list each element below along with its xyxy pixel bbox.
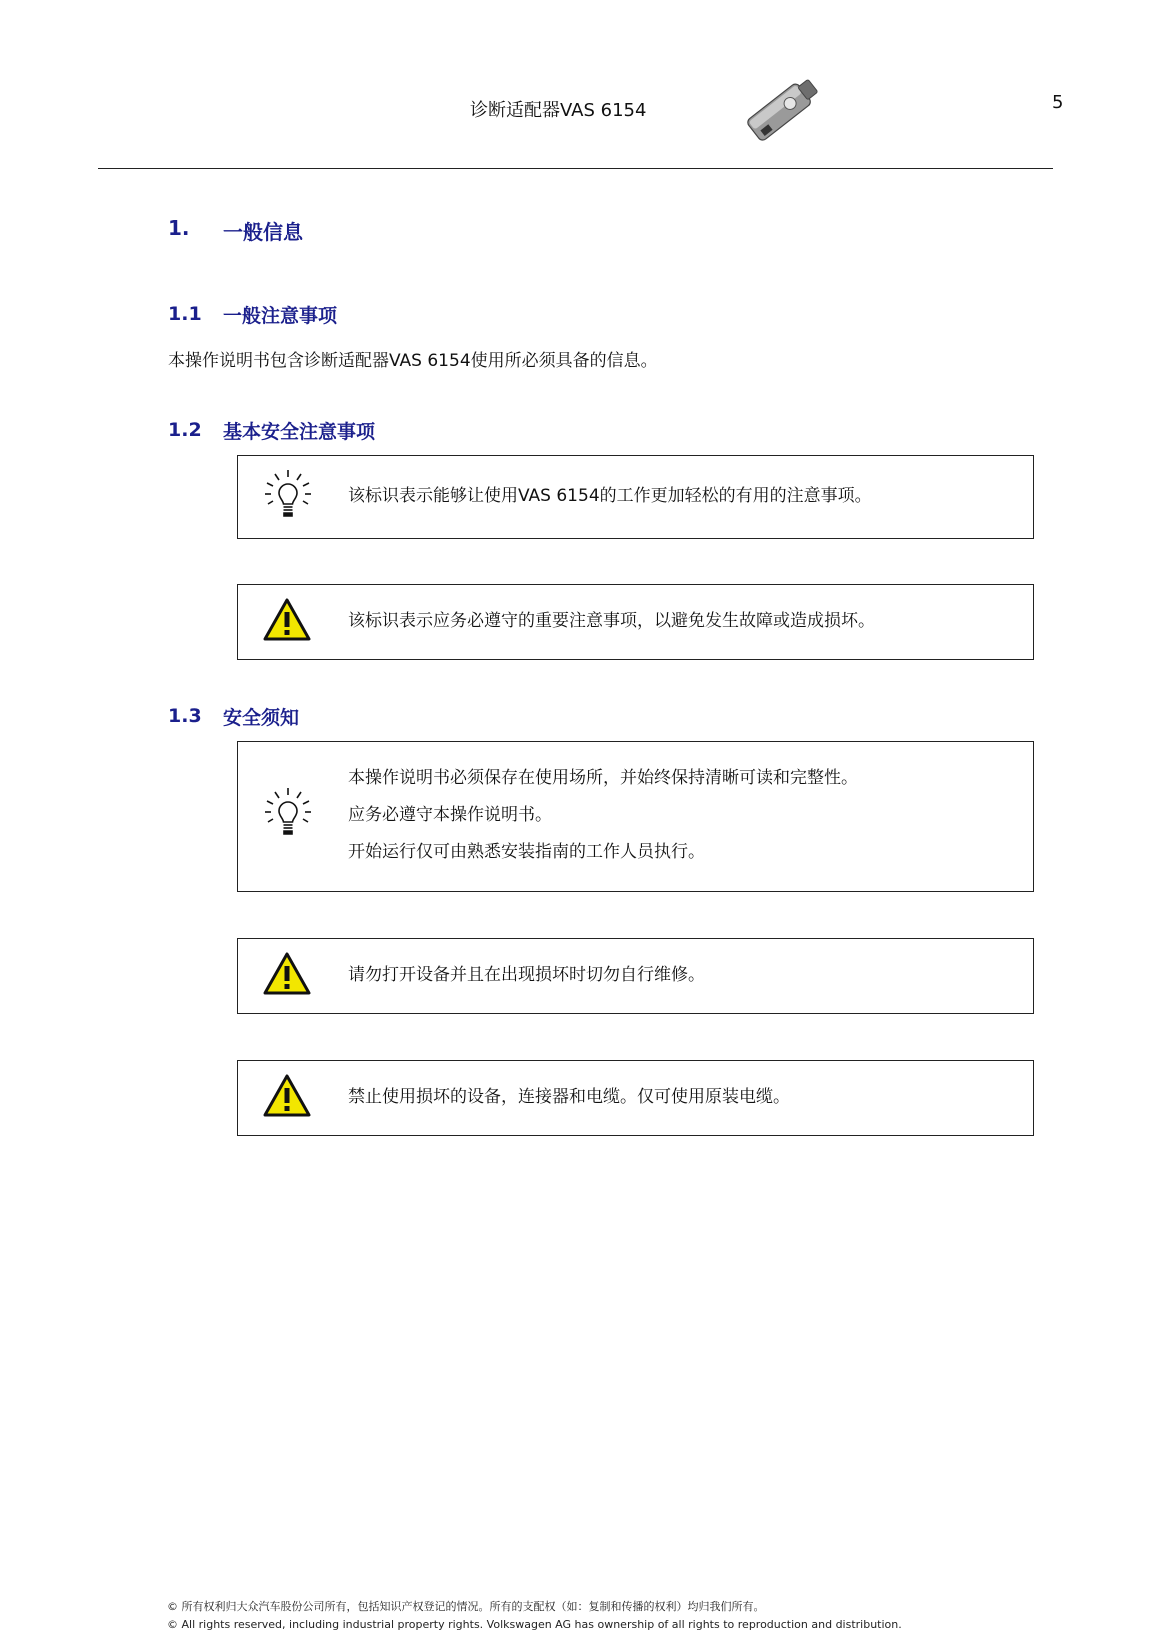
warning-note-text [348,957,705,994]
section-1-1-paragraph: 本操作说明书包含诊断适配器VAS 6154使用所必须具备的信息。 [168,351,658,371]
tip-note-box [237,741,1034,892]
section-1-2-number: 1.2 [168,419,202,441]
note-line: 禁止使用损坏的设备，连接器和电缆。仅可使用原装电缆。 [348,1087,790,1107]
warning-triangle-icon [262,597,312,643]
page-number: 5 [1052,92,1064,113]
warning-note-box [237,938,1034,1014]
lightbulb-icon [262,786,314,838]
note-line: 开始运行仅可由熟悉安装指南的工作人员执行。 [348,842,705,862]
footer-copyright-en: © All rights reserved, including industrial property rights. Volkswagen AG has ownership of all rights to reproduction and distribution. [167,1618,902,1631]
lightbulb-icon [262,468,314,520]
note-line: 该标识表示能够让使用VAS 6154的工作更加轻松的有用的注意事项。 [348,486,872,506]
section-1-1-title: 一般注意事项 [223,305,338,327]
section-1-1-number: 1.1 [168,303,202,325]
warning-triangle-icon [262,1073,312,1119]
diagnostic-adapter-image [740,72,826,146]
note-line: 该标识表示应务必遵守的重要注意事项，以避免发生故障或造成损坏。 [348,611,875,631]
footer-copyright-cn: © 所有权利归大众汽车股份公司所有，包括知识产权登记的情况。所有的支配权（如：复制和传播的权利）均归我们所有。 [167,1600,765,1613]
section-1-3-title: 安全须知 [223,707,300,729]
section-1-number: 1. [168,216,190,240]
warning-note-text [348,1079,790,1116]
warning-note-box [237,584,1034,660]
section-1-2-title: 基本安全注意事项 [223,421,376,443]
tip-note-text [348,760,858,871]
warning-note-text [348,603,875,640]
note-line: 请勿打开设备并且在出现损坏时切勿自行维修。 [348,965,705,985]
document-title: 诊断适配器VAS 6154 [470,100,647,121]
tip-note-text [348,478,872,515]
note-line: 应务必遵守本操作说明书。 [348,805,552,825]
warning-triangle-icon [262,951,312,997]
tip-note-box [237,455,1034,539]
section-1-title: 一般信息 [223,220,303,244]
warning-note-box [237,1060,1034,1136]
section-1-3-number: 1.3 [168,705,202,727]
header-divider [98,168,1053,169]
note-line: 本操作说明书必须保存在使用场所，并始终保持清晰可读和完整性。 [348,768,858,788]
